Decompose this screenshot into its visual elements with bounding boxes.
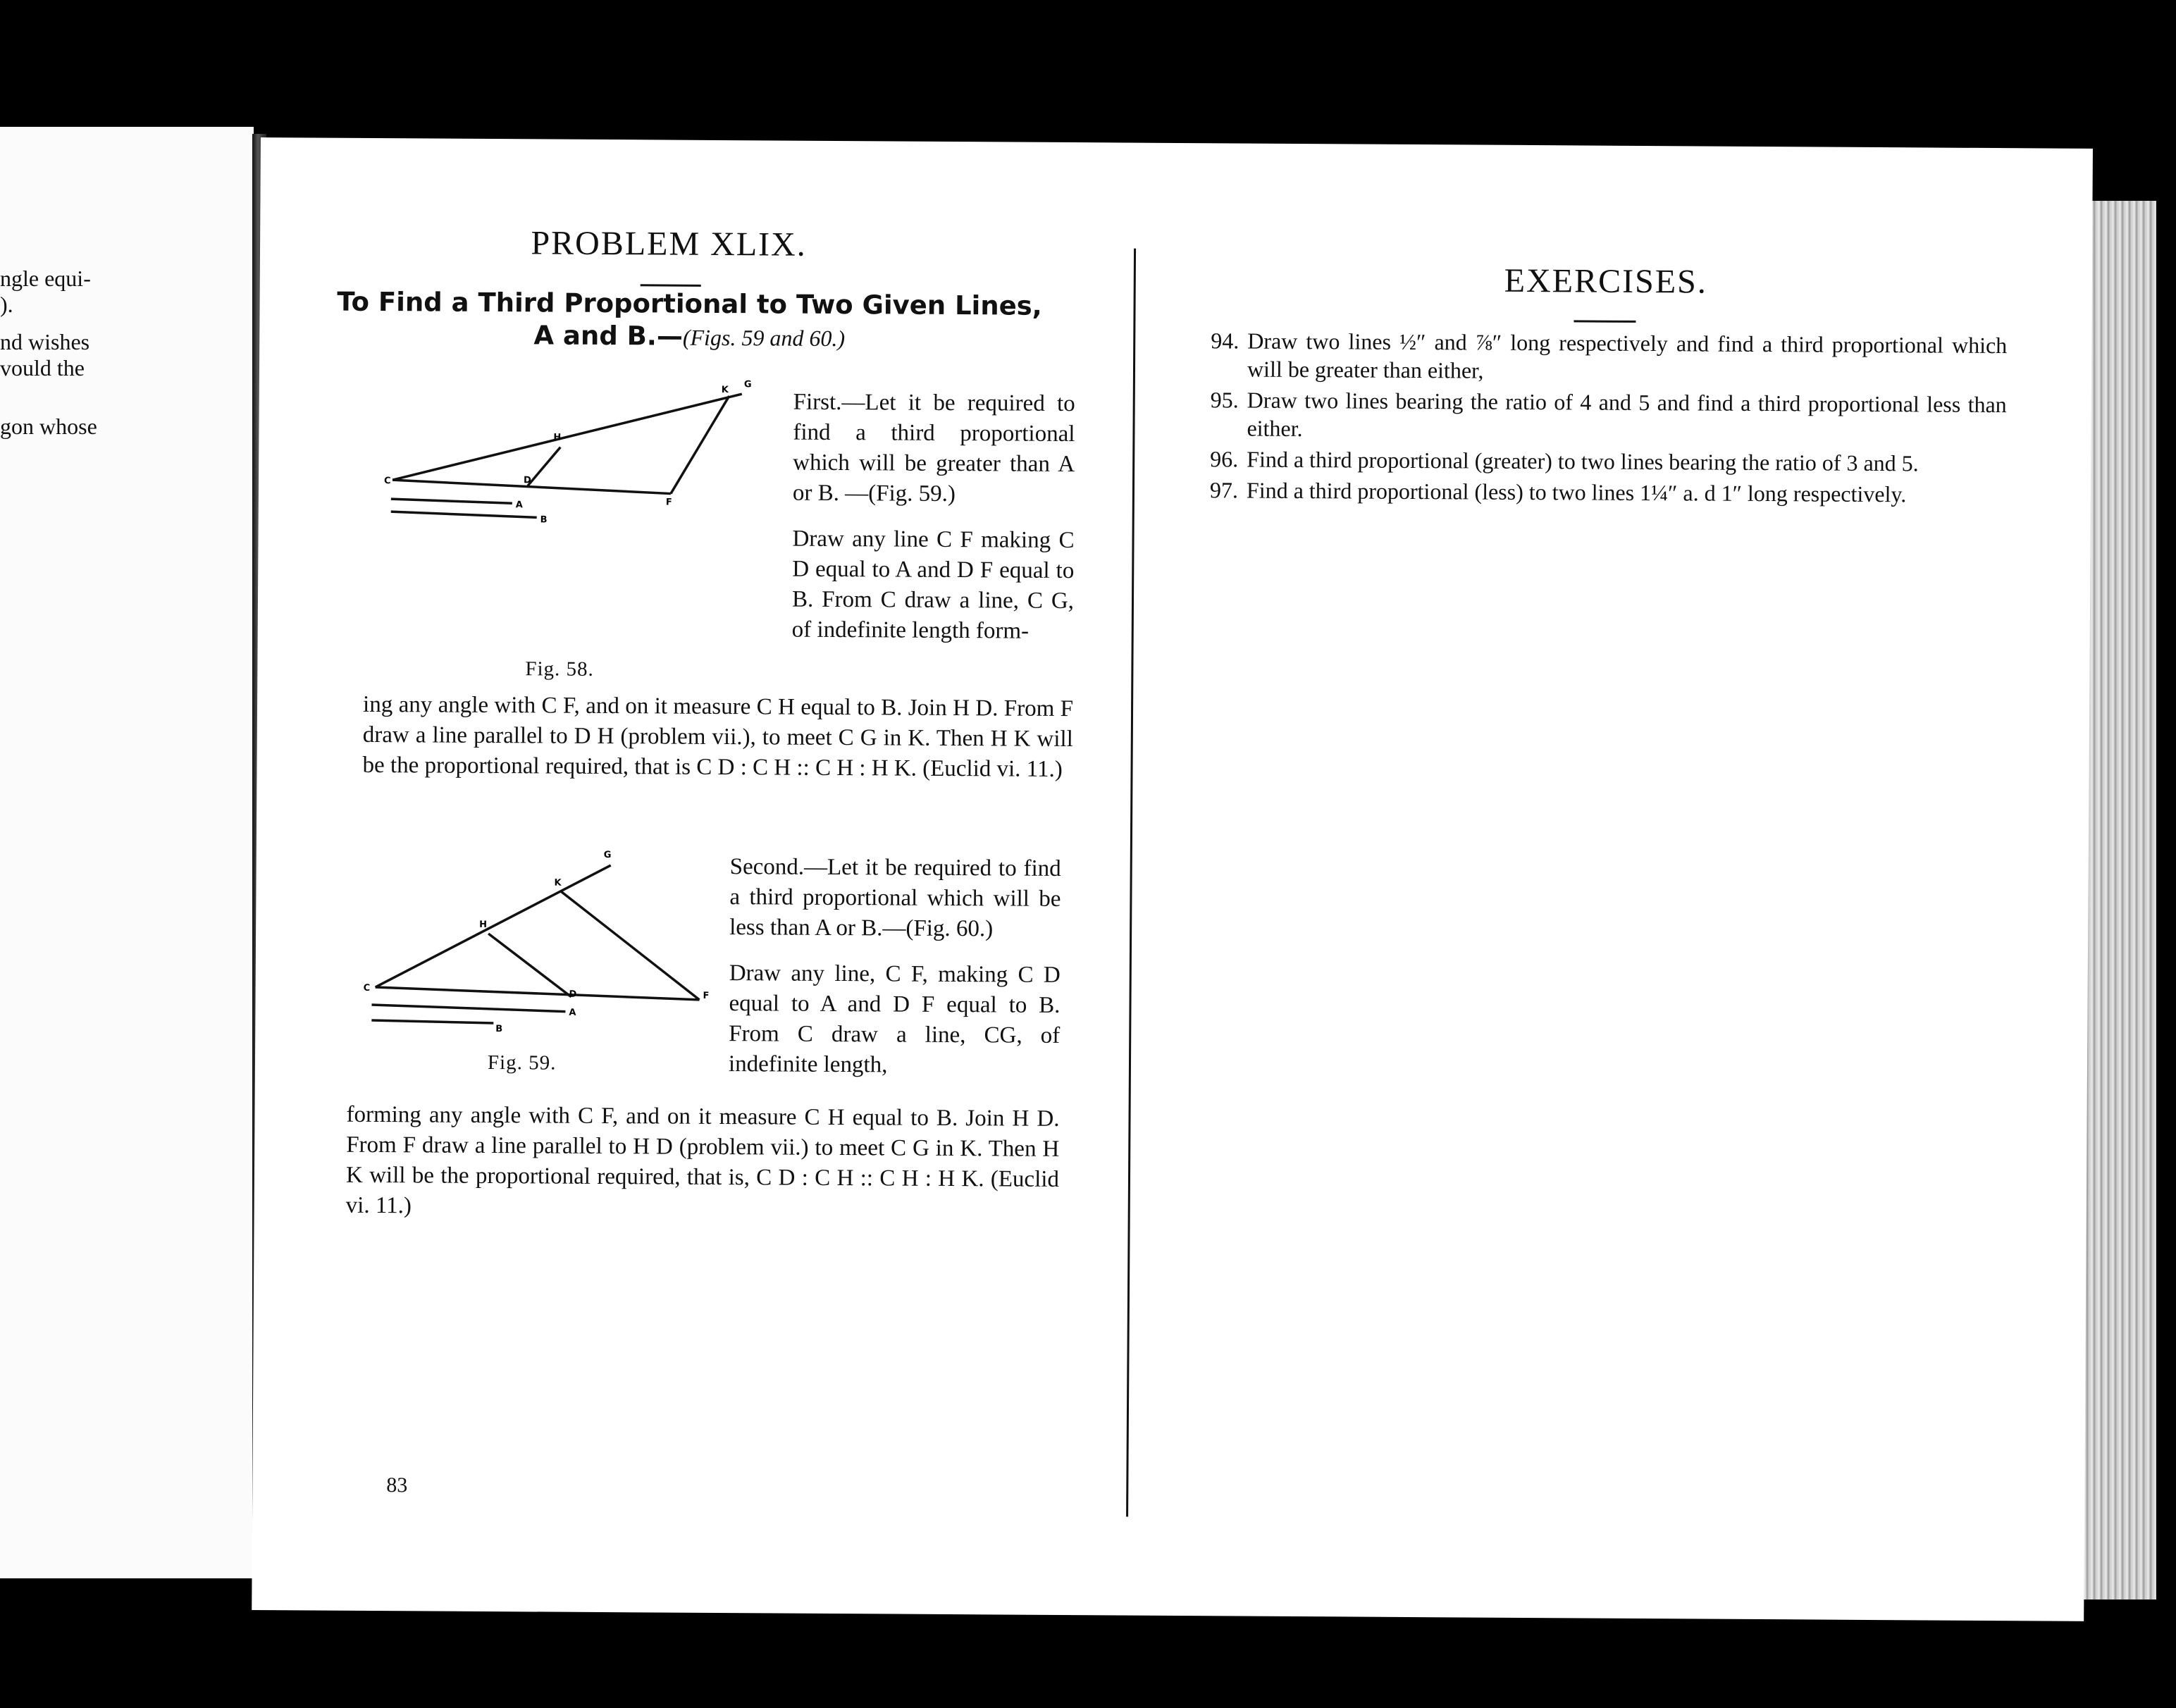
subtitle-line-2-text: A and B.— (533, 320, 684, 352)
line-dh (528, 447, 560, 485)
subtitle-line-2 (330, 318, 1049, 356)
label-a: A (569, 1007, 576, 1018)
exercise-item (1189, 385, 2006, 447)
left-page-fragment (0, 127, 254, 1578)
line-a (391, 499, 512, 503)
exercise-text: Draw two lines bearing the ratio of 4 and 5 and find a third proportional less than either. (1247, 387, 2007, 442)
line-b (371, 1020, 493, 1023)
figure-59-lines (371, 864, 700, 1025)
label-c: C (363, 982, 371, 994)
first-case-side-text (792, 388, 1075, 647)
left-text-line: nd wishes (0, 329, 90, 354)
figure-58 (378, 378, 788, 648)
label-b: B (495, 1024, 503, 1035)
left-text-line: vould the (0, 355, 85, 380)
paragraph-gap (729, 943, 1061, 960)
label-b: B (540, 514, 548, 526)
problem-subtitle (330, 286, 1049, 356)
exercises-rule (1574, 320, 1636, 323)
exercise-number: 94. (1211, 328, 1240, 354)
line-cf (376, 987, 700, 1000)
label-d: D (523, 475, 531, 486)
label-h: H (553, 432, 562, 443)
figure-58-caption: Fig. 58. (525, 657, 594, 681)
figure-reference: (Figs. 59 and 60.) (682, 324, 846, 352)
label-k: K (721, 385, 729, 396)
problem-title: PROBLEM XLIX. (531, 224, 807, 264)
label-f: F (703, 990, 710, 1001)
second-case-side-text (729, 852, 1061, 1082)
first-case-construction: Draw any line C F making C D equal to A and D F equal to B. From C draw a line, C G, of indefinite length form- (791, 526, 1075, 644)
exercise-text: Draw two lines ½″ and ⅞″ long respectively and find a third proportional which will be greater than either, (1247, 328, 2008, 383)
exercise-list (1189, 326, 2008, 512)
subtitle-line-1: To Find a Third Proportional to Two Given Lines, (337, 286, 1042, 321)
title-rule (641, 284, 701, 287)
line-hd (488, 934, 572, 997)
exercise-number: 95. (1210, 387, 1239, 413)
line-cg (392, 392, 742, 482)
label-g: G (603, 849, 612, 861)
exercise-text: Find a third proportional (less) to two lines 1¼″ a. d 1″ long respectively. (1246, 477, 1907, 507)
figure-59 (357, 846, 753, 1060)
label-h: H (479, 919, 488, 930)
left-text-line: gon whose (0, 414, 97, 439)
exercise-item (1189, 326, 2007, 388)
label-g: G (743, 379, 752, 390)
left-text-line: ). (0, 292, 13, 317)
exercise-number: 97. (1209, 477, 1239, 503)
line-a (371, 1005, 565, 1012)
paragraph-gap (793, 509, 1075, 526)
label-a: A (515, 500, 523, 511)
second-case-body: forming any angle with C F, and on it measure C H equal to B. Join H D. From F draw a line parallel to H D (problem vii.) to meet C G in K. Then H K will be the proportional required, that is, C D : C H :: C H : H K. (Euclid vi. 11.) (345, 1101, 1060, 1219)
line-b (391, 512, 537, 517)
exercise-number: 96. (1210, 446, 1239, 472)
exercises-title: EXERCISES. (1504, 261, 1707, 301)
second-case-construction: Draw any line, C F, making C D equal to A and D F equal to B. From C draw a line, CG, of indefinite length, (728, 960, 1061, 1078)
book-page (252, 137, 2093, 1621)
figure-59-caption: Fig. 59. (487, 1051, 557, 1075)
exercise-item (1189, 476, 2006, 509)
column-divider (1126, 249, 1136, 1517)
line-kf (560, 891, 700, 1000)
label-f: F (665, 497, 672, 508)
line-cg (376, 864, 611, 989)
label-c: C (383, 476, 391, 487)
label-k: K (554, 877, 562, 889)
second-case-intro: Second.—Let it be required to find a third proportional which will be less than A or B.—(Fig. 60.) (729, 854, 1061, 942)
page-number: 83 (386, 1473, 408, 1497)
first-case-intro: First.—Let it be required to find a third proportional which will be greater than A or B. —(Fig. 59.) (792, 389, 1075, 507)
first-case-body: ing any angle with C F, and on it measure C H equal to B. Join H D. From F draw a line parallel to D H (problem vii.), to meet C G in K. Then H K will be the proportional required, that is C D : C H :: C H : H K. (Euclid vi. 11.) (362, 691, 1074, 782)
exercise-text: Find a third proportional (greater) to two lines bearing the ratio of 3 and 5. (1247, 446, 1919, 476)
exercise-item (1189, 445, 2006, 478)
label-d: D (569, 989, 577, 1000)
left-text-line: ngle equi- (0, 266, 91, 291)
figure-58-lines (391, 392, 742, 519)
